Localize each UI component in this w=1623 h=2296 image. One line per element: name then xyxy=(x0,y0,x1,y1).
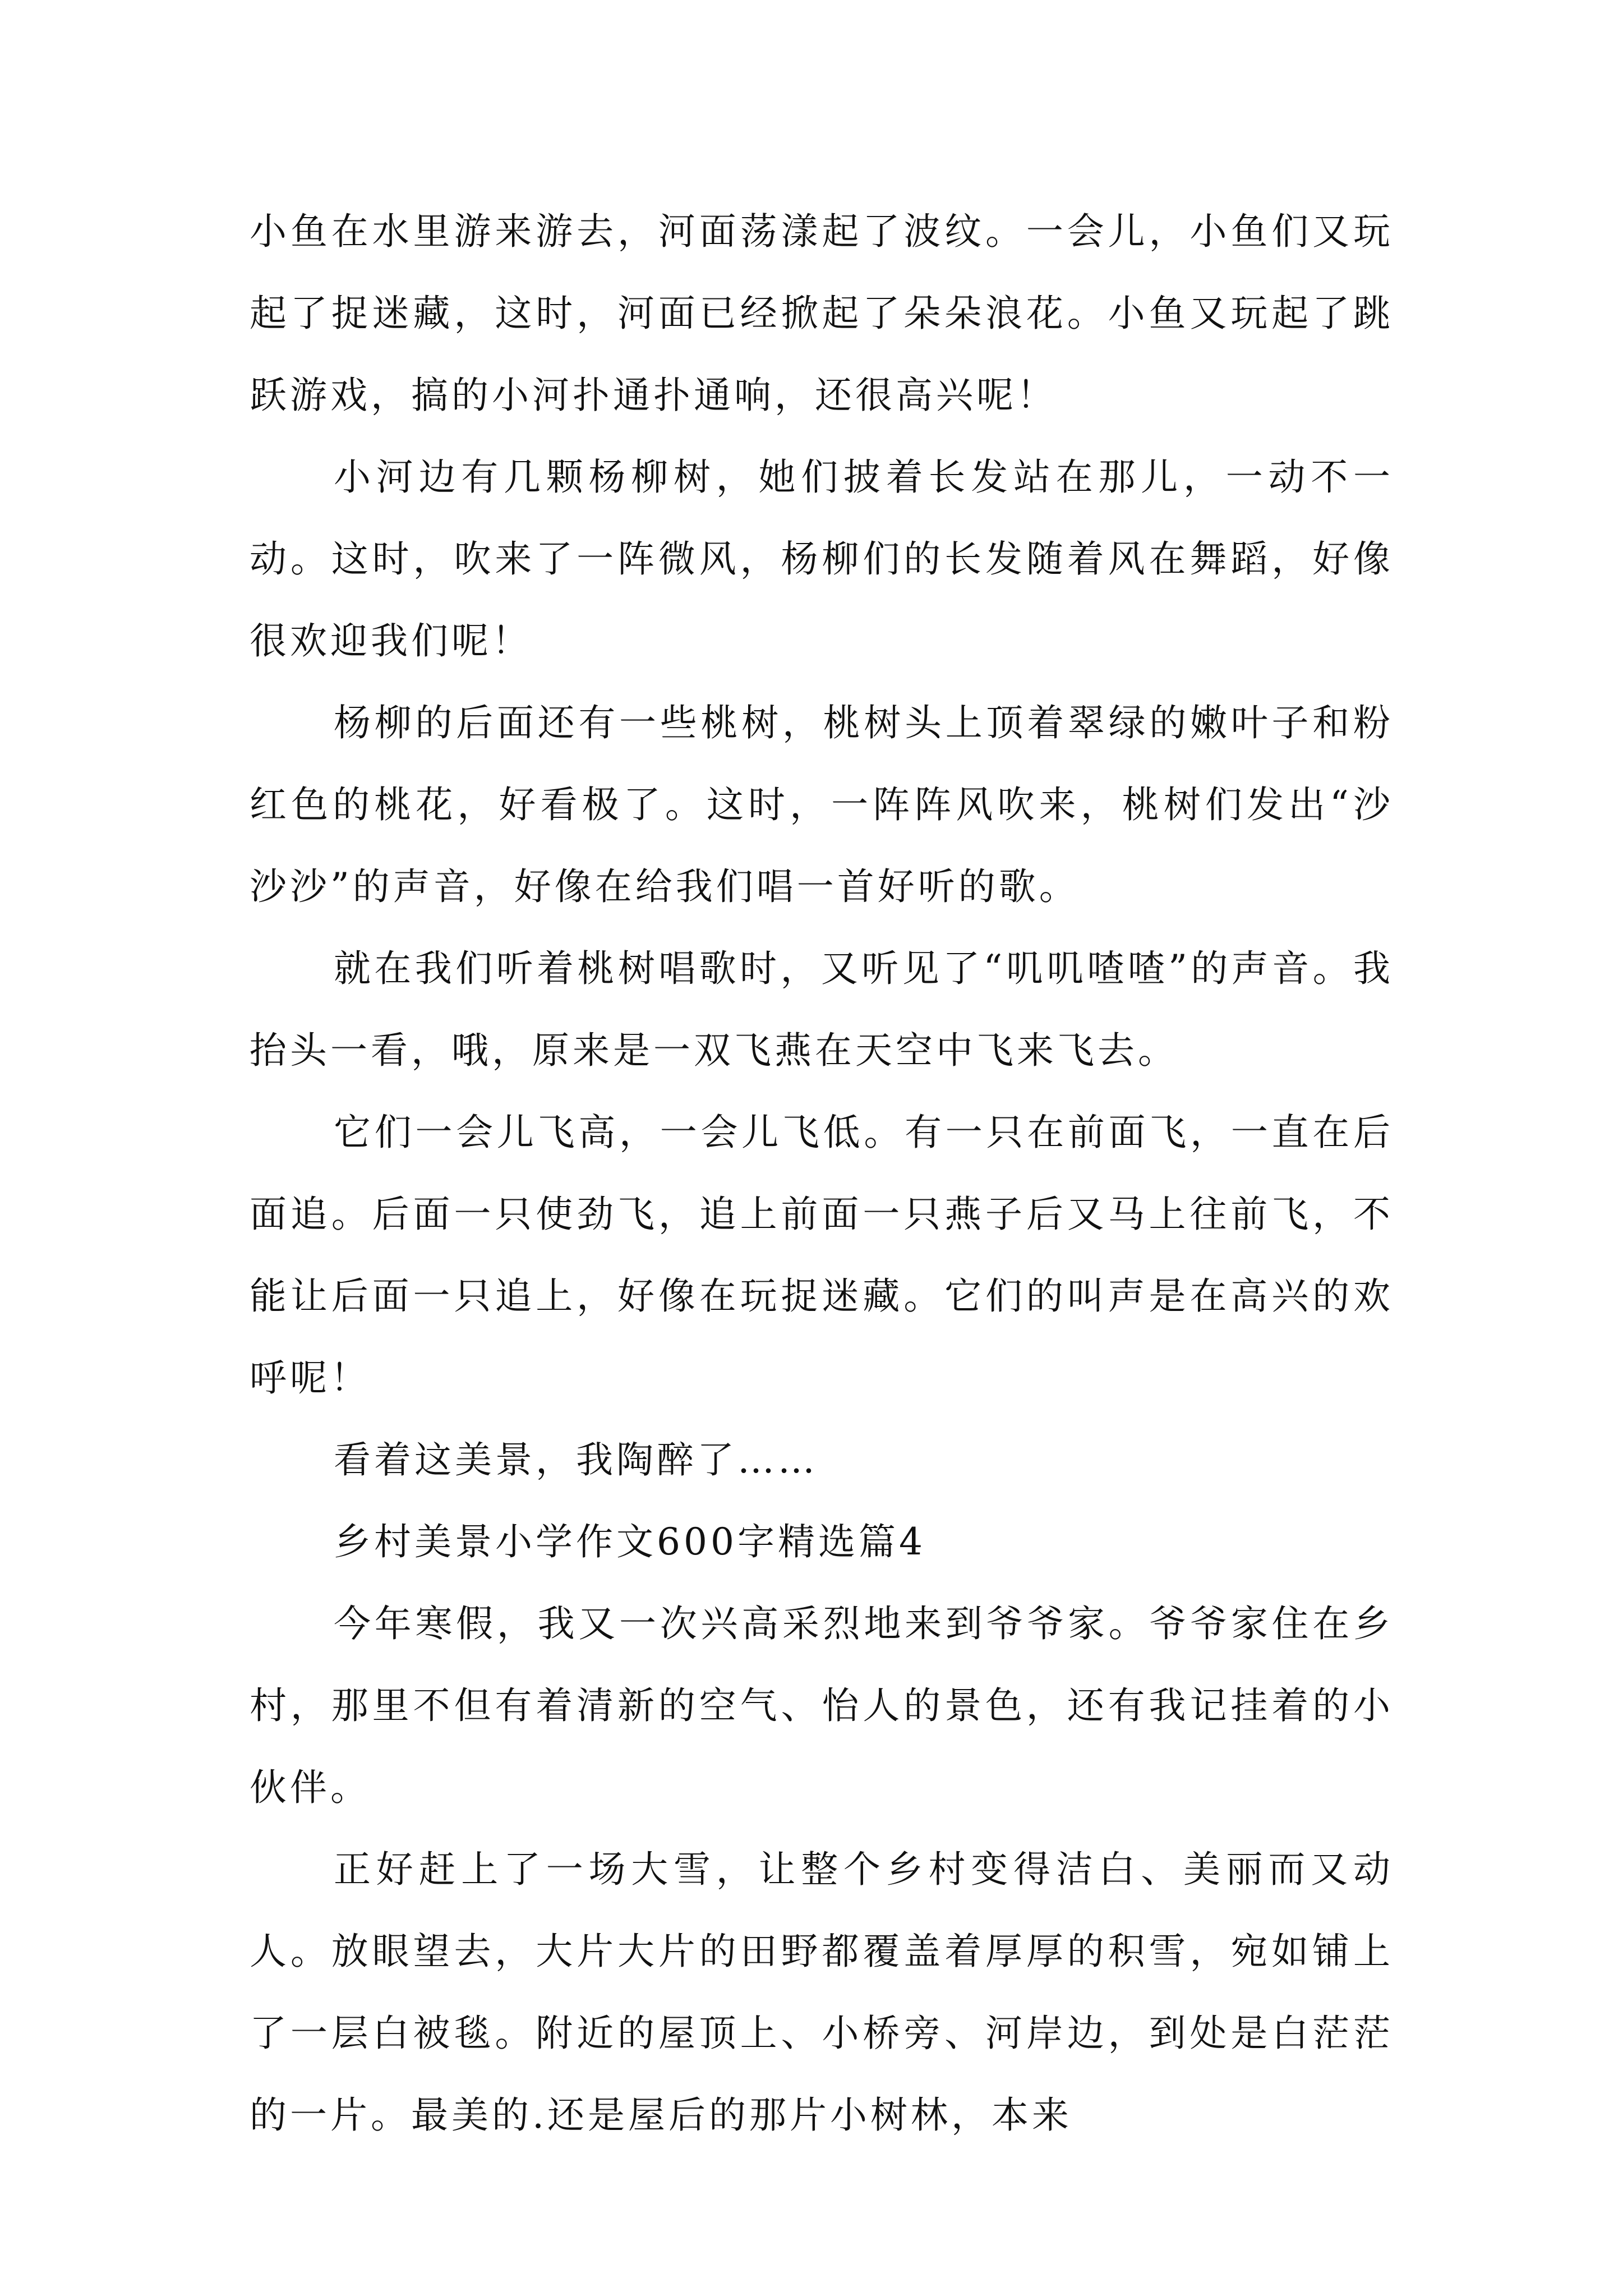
section-heading: 乡村美景小学作文600字精选篇4 xyxy=(334,1520,926,1563)
paragraph-swallow-sound: 就在我们听着桃树唱歌时，又听见了“叽叽喳喳”的声音。我抬头一看，哦，原来是一双飞燕在天空中飞来飞去。 xyxy=(250,947,1394,1072)
paragraph-conclusion: 看着这美景，我陶醉了…… xyxy=(334,1438,818,1481)
paragraph-winter-vacation: 今年寒假，我又一次兴高采烈地来到爷爷家。爷爷家住在乡村，那里不但有着清新的空气、怡人的景色，还有我记挂着的小伙伴。 xyxy=(250,1602,1394,1809)
paragraph-fish: 小鱼在水里游来游去，河面荡漾起了波纹。一会儿，小鱼们又玩起了捉迷藏，这时，河面已经掀起了朵朵浪花。小鱼又玩起了跳跃游戏，搞的小河扑通扑通响，还很高兴呢！ xyxy=(250,210,1394,417)
paragraph-peach: 杨柳的后面还有一些桃树，桃树头上顶着翠绿的嫩叶子和粉红色的桃花，好看极了。这时，一阵阵风吹来，桃树们发出“沙沙沙”的声音，好像在给我们唱一首好听的歌。 xyxy=(250,701,1394,908)
paragraph-willow: 小河边有几颗杨柳树，她们披着长发站在那儿，一动不一动。这时，吹来了一阵微风，杨柳们的长发随着风在舞蹈，好像很欢迎我们呢！ xyxy=(250,455,1394,662)
document-body xyxy=(250,191,1394,2156)
paragraph-snow: 正好赶上了一场大雪，让整个乡村变得洁白、美丽而又动人。放眼望去，大片大片的田野都覆盖着厚厚的积雪，宛如铺上了一层白被毯。附近的屋顶上、小桥旁、河岸边，到处是白茫茫的一片。最美的.还是屋后的那片小树林，本来 xyxy=(250,1848,1394,2137)
paragraph-swallow-flight: 它们一会儿飞高，一会儿飞低。有一只在前面飞，一直在后面追。后面一只使劲飞，追上前面一只燕子后又马上往前飞，不能让后面一只追上，好像在玩捉迷藏。它们的叫声是在高兴的欢呼呢！ xyxy=(250,1111,1394,1400)
